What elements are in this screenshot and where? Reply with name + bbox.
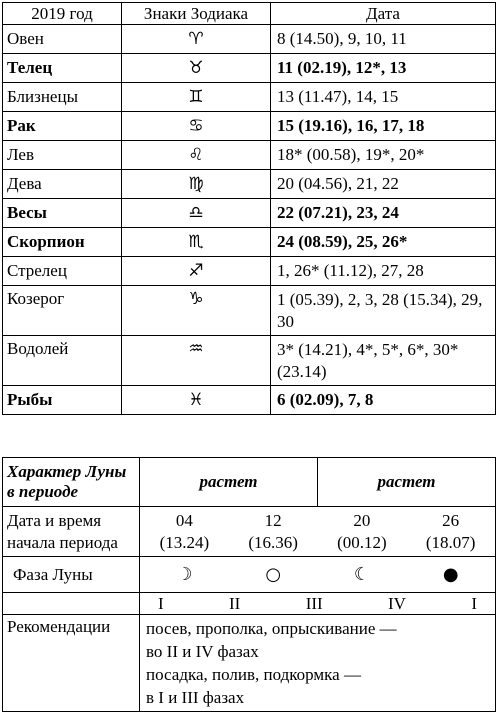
sign-name: Лев <box>3 141 122 170</box>
sign-dates: 1 (05.39), 2, 3, 28 (15.34), 29, 30 <box>271 286 496 336</box>
sign-name: Козерог <box>3 286 122 336</box>
moon-table <box>2 457 496 712</box>
sign-dates: 24 (08.59), 25, 26* <box>271 228 496 257</box>
phase-numeral: III <box>305 593 323 613</box>
moon-character-label <box>3 458 140 507</box>
header-year: 2019 год <box>3 3 122 25</box>
zodiac-row <box>3 336 496 386</box>
phase-icons-cell <box>140 557 496 593</box>
numerals-row <box>3 593 496 615</box>
recommendations-label: Рекомендации <box>3 615 140 712</box>
zodiac-row <box>3 83 496 112</box>
period <box>337 510 387 554</box>
sign-name: Рак <box>3 112 122 141</box>
sign-name: Скорпион <box>3 228 122 257</box>
zodiac-body <box>3 25 496 415</box>
capricorn-icon: ♑ <box>122 286 271 336</box>
phase-right: растет <box>317 458 495 507</box>
waxing-crescent-icon: ☽ <box>176 564 193 585</box>
sign-dates: 3* (14.21), 4*, 5*, 6*, 30* (23.14) <box>271 336 496 386</box>
zodiac-row <box>3 228 496 257</box>
moon-date-row <box>3 507 496 557</box>
new-moon-icon: ● <box>442 564 459 585</box>
date-label-line2: начала периода <box>7 532 118 552</box>
pisces-icon: ♓ <box>122 386 271 415</box>
taurus-icon: ♉ <box>122 54 271 83</box>
zodiac-row <box>3 286 496 336</box>
phase-row <box>3 557 496 593</box>
waning-crescent-icon: ☾ <box>353 564 371 585</box>
zodiac-row <box>3 141 496 170</box>
period <box>426 510 476 554</box>
sign-name: Рыбы <box>3 386 122 415</box>
zodiac-row <box>3 25 496 54</box>
header-date: Дата <box>271 3 496 25</box>
character-label-line2: в периоде <box>7 482 79 501</box>
sign-dates: 13 (11.47), 14, 15 <box>271 83 496 112</box>
zodiac-row <box>3 386 496 415</box>
zodiac-row <box>3 112 496 141</box>
recommendations-row <box>3 615 496 712</box>
sign-dates: 1, 26* (11.12), 27, 28 <box>271 257 496 286</box>
header-signs: Знаки Зодиака <box>122 3 271 25</box>
date-label-line1: Дата и время <box>7 510 102 530</box>
sign-name: Близнецы <box>3 83 122 112</box>
sign-name: Водолей <box>3 336 122 386</box>
libra-icon: ♎ <box>122 199 271 228</box>
sign-dates: 15 (19.16), 16, 17, 18 <box>271 112 496 141</box>
periods-list <box>140 510 495 554</box>
phase-numeral: I <box>158 593 164 613</box>
period <box>248 510 298 554</box>
scorpio-icon: ♏ <box>122 228 271 257</box>
recommendation-line: посадка, полив, подкормка — <box>146 665 361 684</box>
recommendations-text <box>140 615 496 712</box>
zodiac-row <box>3 54 496 83</box>
zodiac-row <box>3 199 496 228</box>
sign-name: Стрелец <box>3 257 122 286</box>
phase-numeral: IV <box>388 593 406 613</box>
period-day: 12 <box>264 510 282 530</box>
sign-name: Овен <box>3 25 122 54</box>
sign-name: Дева <box>3 170 122 199</box>
periods-cell <box>140 507 496 557</box>
phase-numerals <box>140 594 495 614</box>
recommendation-line: посев, прополка, опрыскивание — <box>146 619 397 638</box>
period-day: 04 <box>175 510 193 530</box>
recommendation-line: во II и IV фазах <box>146 642 259 661</box>
period <box>160 510 210 554</box>
phase-numeral: I <box>471 593 477 613</box>
phase-left: растет <box>140 458 318 507</box>
sign-name: Телец <box>3 54 122 83</box>
date-label <box>3 507 140 557</box>
period-day: 20 <box>353 510 371 530</box>
numerals-empty <box>3 593 140 615</box>
sign-dates: 18* (00.58), 19*, 20* <box>271 141 496 170</box>
sign-name: Весы <box>3 199 122 228</box>
phase-label: Фаза Луны <box>3 557 140 593</box>
leo-icon: ♌ <box>122 141 271 170</box>
sign-dates: 6 (02.09), 7, 8 <box>271 386 496 415</box>
period-time: (16.36) <box>248 532 298 552</box>
moon-character-row <box>3 458 496 507</box>
sign-dates: 11 (02.19), 12*, 13 <box>271 54 496 83</box>
phase-icons <box>140 564 495 585</box>
period-time: (18.07) <box>425 532 476 552</box>
sign-dates: 22 (07.21), 23, 24 <box>271 199 496 228</box>
aquarius-icon: ♒ <box>122 336 271 386</box>
zodiac-header-row <box>3 3 496 25</box>
character-label-line1: Характер Луны <box>7 462 127 481</box>
zodiac-table <box>2 2 496 415</box>
zodiac-row <box>3 170 496 199</box>
period-time: (13.24) <box>159 532 210 552</box>
zodiac-row <box>3 257 496 286</box>
aries-icon: ♈ <box>122 25 271 54</box>
phase-numeral: II <box>229 593 241 613</box>
sign-dates: 20 (04.56), 21, 22 <box>271 170 496 199</box>
gemini-icon: ♊ <box>122 83 271 112</box>
numerals-cell <box>140 593 496 615</box>
period-time: (00.12) <box>337 532 387 552</box>
virgo-icon: ♍ <box>122 170 271 199</box>
period-day: 26 <box>442 510 460 530</box>
sagittarius-icon: ♐ <box>122 257 271 286</box>
recommendation-line: в I и III фазах <box>146 688 245 707</box>
sign-dates: 8 (14.50), 9, 10, 11 <box>271 25 496 54</box>
cancer-icon: ♋ <box>122 112 271 141</box>
full-moon-icon: ○ <box>265 564 282 585</box>
